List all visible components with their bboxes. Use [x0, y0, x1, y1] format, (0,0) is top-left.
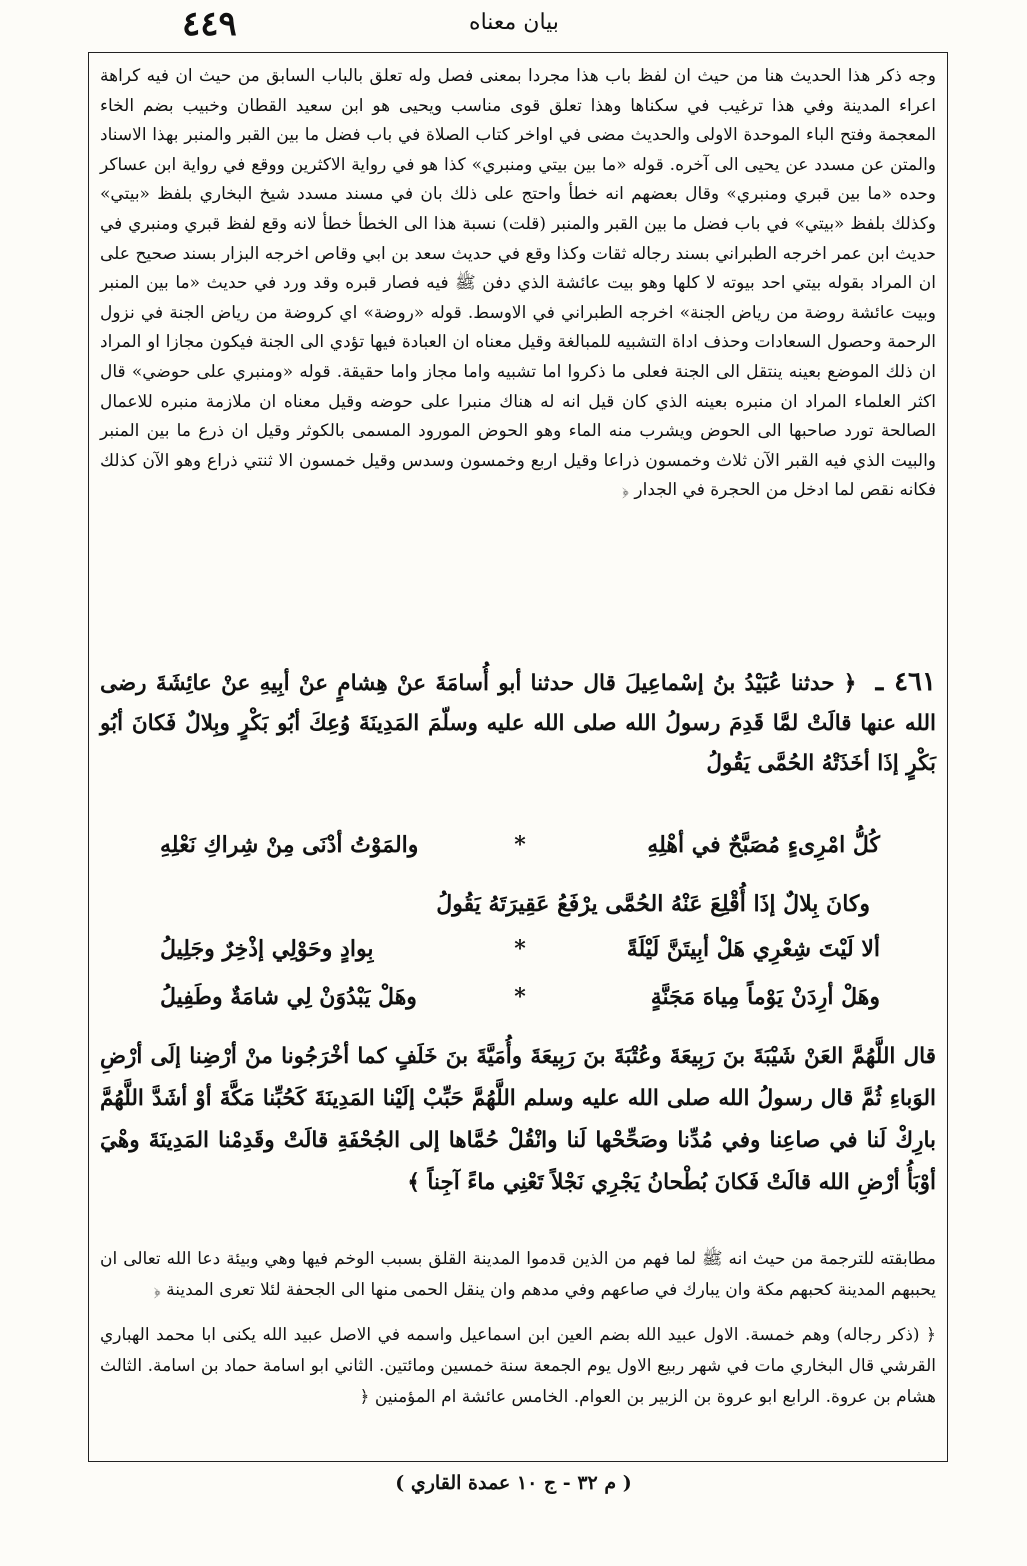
poem-verse-1: [160, 832, 880, 874]
page-header: [64, 2, 964, 52]
poem-verse-3: [160, 984, 880, 1026]
verse-1-separator: *: [514, 832, 526, 858]
verse-3-separator: *: [514, 984, 526, 1010]
verse-3-first-hemistich: وهَلْ أرِدَنْ يَوْماً مِياهَ مَجَنَّةٍ: [650, 984, 880, 1010]
bilal-intro-line: وكانَ بِلالٌ إذَا أُقْلِعَ عَنْهُ الحُمَّى يرْفَعُ عَقِيرَتَهُ يَقُولُ: [436, 891, 870, 917]
hadith-ending: قال اللَّهُمَّ العَنْ شَيْبَةَ بنَ رَبِيعَةَ وعُتْبَةَ بنَ رَبِيعَةَ وأُمَيَّةَ بنَ خَلَفٍ كما أخْرَجُونا منْ أرْضِنا إلَى أرْضِ الوَباءِ ثُمَّ قال رسولُ الله صلى الله عليه وسلم اللَّهُمَّ حَبِّبْ إلَيْنا المَدِينَةَ كَحُبِّنا مَكَّةَ أوْ أشَدَّ اللَّهُمَّ بارِكْ لَنا في صاعِنا وفي مُدِّنا وصَحِّحْها لَنا وانْقُلْ حُمَّاها إلى الجُحْفَةِ قالَتْ وقَدِمْنا المَدِينَةَ وهْيَ أوْبَأُ أرْضِ الله قالَتْ فَكانَ بُطْحانُ يَجْرِي نَجْلاً تَعْنِي ماءً آجِناً ﴾: [100, 1044, 936, 1195]
hadith-isnad-text: ﴿ حدثنا عُبَيْدُ بنُ إسْماعِيلَ قال حدثنا أبو أُسامَةَ عنْ هِشامٍ عنْ أبِيهِ عنْ عائِشَةَ رضى الله عنها قالَتْ لمَّا قَدِمَ رسولُ الله صلى الله عليه وسلّمَ المَدِينَةَ وُعِكَ أبُو بَكْرٍ وبِلالٌ فَكانَ أبُو بَكْرٍ إذَا أخَذَتْهُ الحُمَّى يَقُولُ: [100, 671, 936, 776]
verse-1-second-hemistich: والمَوْتُ أدْنَى مِنْ شِراكِ نَعْلِهِ: [160, 832, 419, 858]
page-number: ٤٤٩: [182, 4, 237, 44]
commentary-text: وجه ذكر هذا الحديث هنا من حيث ان لفظ باب هذا مجردا بمعنى فصل وله تعلق بالباب السابق من حيث ان فيه كراهة اعراء المدينة وفي هذا ترغيب في سكناها وهذا تعلق قوى مناسب ويحيى هو ابن سعيد القطان وخبيب بضم الخاء المعجمة وفتح الباء الموحدة الاولى والحديث مضى في اواخر كتاب الصلاة في باب فضل ما بين القبر والمنبر بهذا الاسناد والمتن عن مسدد عن يحيى الى آخره. قوله «ما بين بيتي ومنبري» كذا هو في رواية الاكثرين ووقع في رواية ابن عساكر وحده «ما بين قبري ومنبري» وقال بعضهم انه خطأ واحتج على ذلك بان في مسند مسدد شيخ البخاري بلفظ «بيتي» وكذلك بلفظ «بيتي» في باب فضل ما بين القبر والمنبر (قلت) نسبة هذا الى الخطأ خطأ لانه وقع لفظ قبري ومنبري في حديث ابن عمر اخرجه الطبراني بسند رجاله ثقات وكذا وقع في حديث سعد بن ابي وقاص اخرجه البزار بسند صحيح على ان المراد بقوله بيتي احد بيوته لا كلها وهو بيت عائشة الذي دفن ﷺ فيه فصار قبره وقد ورد في حديث «ما بين المنبر وبيت عائشة روضة من رياض الجنة» اخرجه الطبراني في الاوسط. قوله «روضة» اي كروضة من رياض الجنة في نزول الرحمة وحصول السعادات وحذف اداة التشبيه للمبالغة وقيل معناه ان العبادة فيها تؤدي الى الجنة فيكون مجازا او المراد ان ذلك الموضع بعينه ينتقل الى الجنة فعلى ما ذكروا اما تشبيه واما مجاز واما حقيقة. قوله «ومنبري على حوضي» قال اكثر العلماء المراد ان منبره بعينه الذي كان قيل انه له هناك منبرا على حوضه وقيل معناه ان ملازمة منبره للاعمال الصالحة تورد صاحبها الى الحوض ويشرب منه الماء وهو الحوض المورود المسمى بالكوثر وقيل ان ذرع ما بين المنبر والبيت الذي فيه القبر الآن ثلاث وخمسون ذراعا وقيل اربع وخمسون وسدس وقيل خمسون الا ثنتي ذراع وهو الآن كذلك فكانه نقص لما ادخل من الحجرة في الجدار ﴿: [100, 66, 936, 501]
verse-1-first-hemistich: كُلُّ امْرِىءٍ مُصَبَّحٌ في أهْلِهِ: [647, 832, 880, 858]
correspondence-paragraph: مطابقته للترجمة من حيث انه ﷺ لما فهم من الذين قدموا المدينة القلق بسبب الوخم فيها وهي وبيئة دعا الله تعالى ان يحببهم المدينة كحبهم مكة وان يبارك في صاعهم وفي مدهم وان ينقل الحمى منها الى الجحفة لئلا تعرى المدينة ﴿: [100, 1249, 936, 1300]
hadith-number: ٤٦١ ـ: [875, 667, 936, 697]
hadith-opening: [100, 662, 936, 784]
verse-2-separator: *: [514, 936, 526, 962]
verse-2-second-hemistich: بِوادٍ وحَوْلِي إذْخِرٌ وجَلِيلُ: [160, 936, 374, 962]
narrators-paragraph: ﴿ (ذكر رجاله) وهم خمسة. الاول عبيد الله بضم العين ابن اسماعيل واسمه في الاصل عبيد الله يكنى ابا محمد الهباري القرشي قال البخاري مات في شهر ربيع الاول يوم الجمعة سنة خمسين ومائتين. الثاني ابو اسامة حماد بن اسامة. الثالث هشام بن عروة. الرابع ابو عروة بن الزبير بن العوام. الخامس عائشة ام المؤمنين ﴿: [100, 1325, 936, 1407]
page-footer: ( م ٣٢ - ج ١٠ عمدة القاري ): [395, 1472, 632, 1494]
verse-2-first-hemistich: ألا لَيْتَ شِعْرِي هَلْ أبِيتَنَّ لَيْلَةً: [626, 936, 880, 962]
poem-verse-2: [160, 936, 880, 978]
running-title: بيان معناه: [469, 10, 559, 35]
verse-3-second-hemistich: وهَلْ يَبْدُوَنْ لِي شامَةٌ وطَفِيلُ: [160, 984, 417, 1010]
